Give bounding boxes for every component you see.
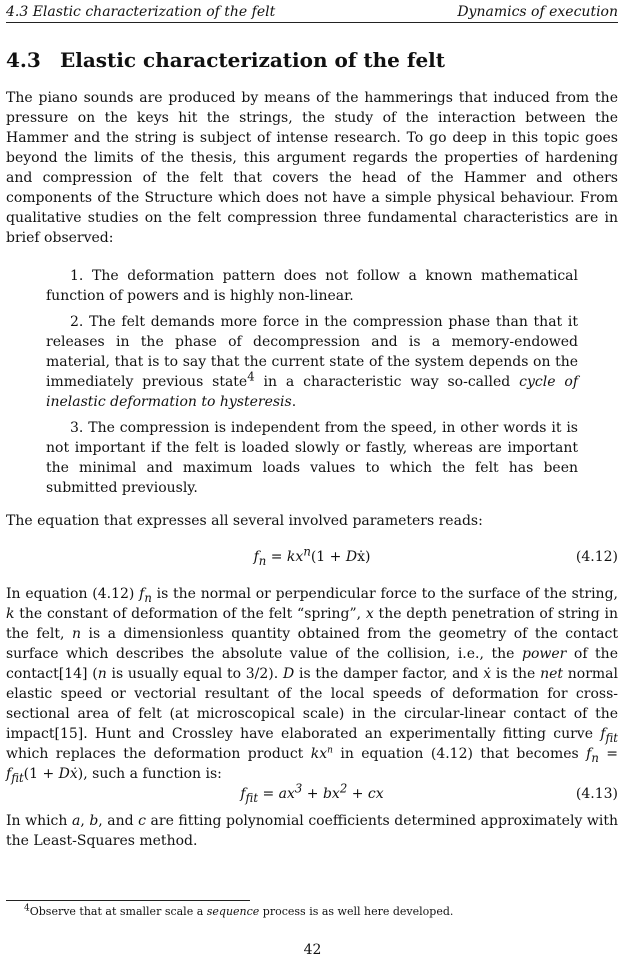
equation-4-12 xyxy=(6,546,618,568)
section-title xyxy=(6,48,445,72)
footnote-divider xyxy=(6,900,250,901)
equation-expression: $f_{fit} = ax^3 + bx^2$ + cx xyxy=(240,781,384,805)
list-item: 3. The compression is independent from the speed, in other words it is not important if the felt is loaded slowly or fastly, whereas are important the minimal and maximum loads values to which the felt has been submitted previously. xyxy=(46,420,578,496)
equation-4-13 xyxy=(6,783,618,805)
footnote-ref: 4 xyxy=(247,369,255,384)
equation-number: (4.12) xyxy=(575,549,618,565)
footnote-text: Observe that at smaller scale a xyxy=(29,905,207,918)
equation-expression: $f_n = kx^n(1$ + Dẋ) xyxy=(253,544,371,568)
equation-intro: The equation that expresses all several involved parameters reads: xyxy=(6,513,483,529)
equation-number: (4.13) xyxy=(575,786,618,802)
coefficients-paragraph: In which a, b, and c are fitting polynomial coefficients determined approximately with the Least-Squares method. xyxy=(6,813,618,849)
list-item-text: 2. The felt demands more force in the compression phase than that it releases in the phase of decompression and is a memory-endowed material, that is to say that the current state of the system depends on the immediately previous state xyxy=(46,314,578,390)
header-left: 4.3 Elastic characterization of the felt xyxy=(6,4,276,20)
intro-paragraph: The piano sounds are produced by means of the hammerings that induced from the pressure on the keys hit the strings, the study of the interaction between the Hammer and the string is subject of intense research. To go deep in this topic goes beyond the limits of the thesis, this argument regards the properties of hardening and compression of the felt that covers the head of the Hammer and others components of the Structure which does not have a simple physical behaviour. From qualitative studies on the felt compression three fundamental characteristics are in brief observed: xyxy=(6,90,618,246)
characteristics-list xyxy=(46,266,578,504)
list-item-text: in a characteristic way so-called xyxy=(254,374,520,390)
equation-explanation: In equation (4.12) $f_n$ is the normal or perpendicular force to the surface of the string, k the constant of deformation of the felt “spring”, x the depth penetration of string in the felt, n is a dimensionless quantity obtained from the geometry of the contact surface which describes the absolute value of the collision, i.e., the power of the contact[14] (n is usually equal to 3/2). D is the damper factor, and ẋ is the net normal elastic speed or vectorial resultant of the local speeds of deformation for cross-sectional area of felt (at microscopical scale) in the circular-linear contact of the impact[15]. Hunt and Crossley have elaborated an experimentally fitting curve $f_{fit}$ which replaces the deformation product $kx^n$ in equation (4.12) that becomes $f_n = f_{fit}(1$ + Dẋ), such a function is: xyxy=(6,586,618,785)
footnote-mark: 4 xyxy=(24,903,30,914)
section-heading: Elastic characterization of the felt xyxy=(60,48,446,72)
running-header xyxy=(6,3,618,23)
list-item: 1. The deformation pattern does not follow a known mathematical function of powers and is highly non-linear. xyxy=(46,268,578,304)
list-item-text: . xyxy=(291,394,297,410)
page-number: 42 xyxy=(303,942,322,958)
header-right: Dynamics of execution xyxy=(457,4,618,20)
section-number: 4.3 xyxy=(6,48,41,72)
footnote xyxy=(24,904,453,920)
footnote-text: process is as well here developed. xyxy=(259,905,454,918)
list-item xyxy=(46,312,578,412)
list-item-emphasis: cycle of inelastic deformation to hysteresis xyxy=(46,374,579,410)
footnote-emphasis: sequence xyxy=(206,905,260,918)
